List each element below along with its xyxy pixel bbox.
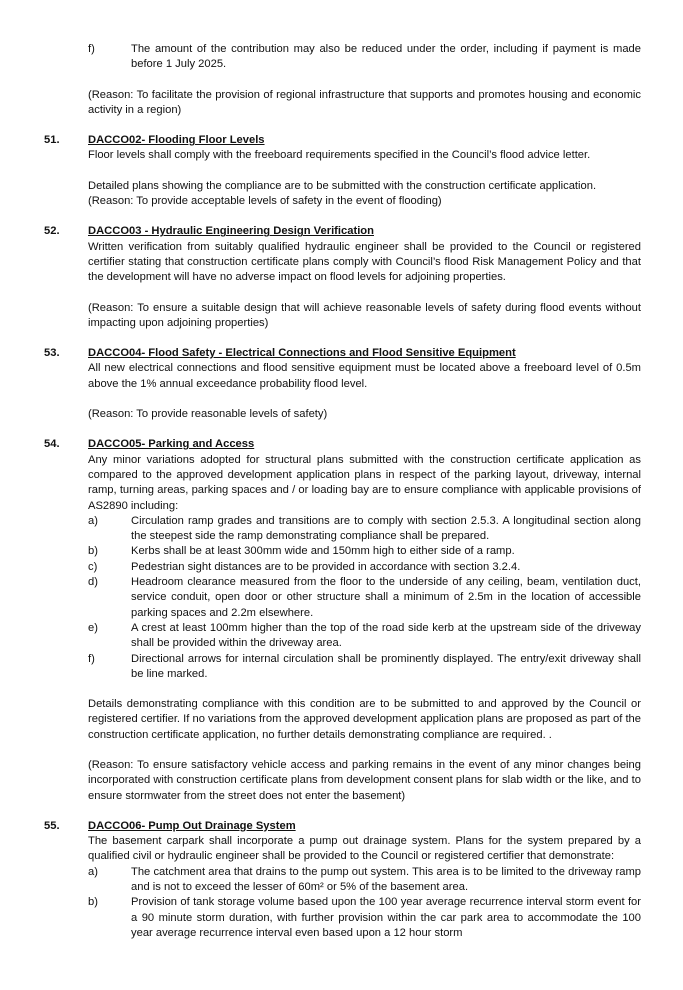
list-item: [88, 895, 641, 941]
item-label: d): [88, 576, 98, 589]
condition-51: [0, 133, 683, 209]
list-item: [88, 575, 641, 621]
item-text: A crest at least 100mm higher than the top of the road side kerb at the upstream side of the driveway shall be provided within the driveway area.: [131, 621, 641, 650]
item-text: Provision of tank storage volume based upon the 100 year average recurrence interval storm event for a 90 minute storm duration, with further provision within the car park area to accommodate the 100 year average recurrence interval even based upon a 12 hour storm: [131, 896, 641, 939]
condition-53: [0, 346, 683, 422]
item-label: a): [88, 865, 98, 878]
list-item: [88, 544, 641, 559]
intro-item-f: [88, 42, 641, 73]
item-label: a): [88, 514, 98, 527]
item-label: b): [88, 896, 98, 909]
condition-55: [0, 819, 683, 941]
paragraph: Floor levels shall comply with the freeboard requirements specified in the Council’s flood advice letter.: [88, 149, 591, 162]
item-text: Pedestrian sight distances are to be provided in accordance with section 3.2.4.: [131, 560, 521, 573]
paragraph: The basement carpark shall incorporate a pump out drainage system. Plans for the system prepared by a qualified civil or hydraulic engineer shall be provided to the Council or registered certifier that demonstrate:: [88, 835, 641, 863]
list-item: [88, 652, 641, 683]
list-item: [88, 621, 641, 652]
item-label: b): [88, 545, 98, 558]
reason-text: (Reason: To ensure satisfactory vehicle access and parking remains in the event of any minor changes being incorporated with construction certificate plans from development consent plans for slab width or the like, and to ensure stormwater from the street does not enter the basement): [88, 758, 641, 802]
item-text: The amount of the contribution may also be reduced under the order, including if payment is made before 1 July 2025.: [131, 43, 641, 71]
condition-number: 54.: [44, 438, 60, 451]
paragraph: All new electrical connections and flood sensitive equipment must be located above a freeboard level of 0.5m above the 1% annual exceedance probability flood level.: [88, 362, 641, 390]
intro-reason: (Reason: To facilitate the provision of regional infrastructure that supports and promotes housing and economic activity in a region): [88, 88, 641, 116]
condition-heading: DACCO04- Flood Safety - Electrical Connections and Flood Sensitive Equipment: [88, 347, 516, 360]
condition-52: [0, 224, 683, 331]
item-text: Circulation ramp grades and transitions are to comply with section 2.5.3. A longitudinal section along the steepest side the ramp demonstrating compliance shall be prepared.: [131, 514, 641, 543]
condition-number: 55.: [44, 819, 60, 832]
condition-heading: DACCO06- Pump Out Drainage System: [88, 819, 296, 832]
list-item: [88, 865, 641, 896]
item-label: e): [88, 621, 98, 634]
item-label: f): [88, 43, 95, 55]
condition-heading: DACCO05- Parking and Access: [88, 438, 255, 451]
item-label: f): [88, 652, 95, 665]
condition-number: 52.: [44, 225, 60, 238]
condition-number: 53.: [44, 347, 60, 360]
condition-heading: DACCO02- Flooding Floor Levels: [88, 134, 265, 147]
item-text: Kerbs shall be at least 300mm wide and 150mm high to either side of a ramp.: [131, 545, 515, 558]
list-item: [88, 560, 641, 575]
item-text: The catchment area that drains to the pump out system. This area is to be limited to the driveway ramp and is not to exceed the lesser of 60m² or 5% of the basement area.: [131, 865, 641, 894]
condition-number: 51.: [44, 134, 60, 147]
item-text: Directional arrows for internal circulation shall be prominently displayed. The entry/exit driveway shall be line marked.: [131, 652, 641, 680]
item-label: c): [88, 560, 98, 573]
reason-text: (Reason: To provide acceptable levels of safety in the event of flooding): [88, 195, 442, 208]
paragraph: Detailed plans showing the compliance are to be submitted with the construction certificate application.: [88, 179, 597, 192]
list-item: [88, 514, 641, 545]
paragraph: Details demonstrating compliance with this condition are to be submitted to and approved by the Council or registered certifier. If no variations from the approved development application plans are proposed as part of the construction certificate application, no further details demonstrating compliance are required. .: [88, 698, 641, 741]
reason-text: (Reason: To provide reasonable levels of safety): [88, 408, 328, 421]
paragraph: Written verification from suitably qualified hydraulic engineer shall be provided to the Council or registered certifier stating that construction certificate plans comply with Council’s flood Risk Management Policy and that the development will have no adverse impact on flood levels for adjoining properties.: [88, 240, 641, 284]
condition-54: [0, 437, 683, 804]
condition-heading: DACCO03 - Hydraulic Engineering Design Verification: [88, 225, 374, 238]
paragraph: Any minor variations adopted for structural plans submitted with the construction certificate application as compared to the approved development application plans in respect of the parking layout, driveway, internal ramp, turning areas, parking spaces and / or loading bay are to ensure compliance with applicable provisions of AS2890 including:: [88, 453, 641, 512]
item-text: Headroom clearance measured from the floor to the underside of any ceiling, beam, ventilation duct, service conduit, open door or other structure shall a minimum of 2.5m in the location of accessible parking spaces and 2.2m elsewhere.: [131, 576, 641, 619]
reason-text: (Reason: To ensure a suitable design that will achieve reasonable levels of safety during flood events without impacting upon adjoining properties): [88, 301, 641, 329]
